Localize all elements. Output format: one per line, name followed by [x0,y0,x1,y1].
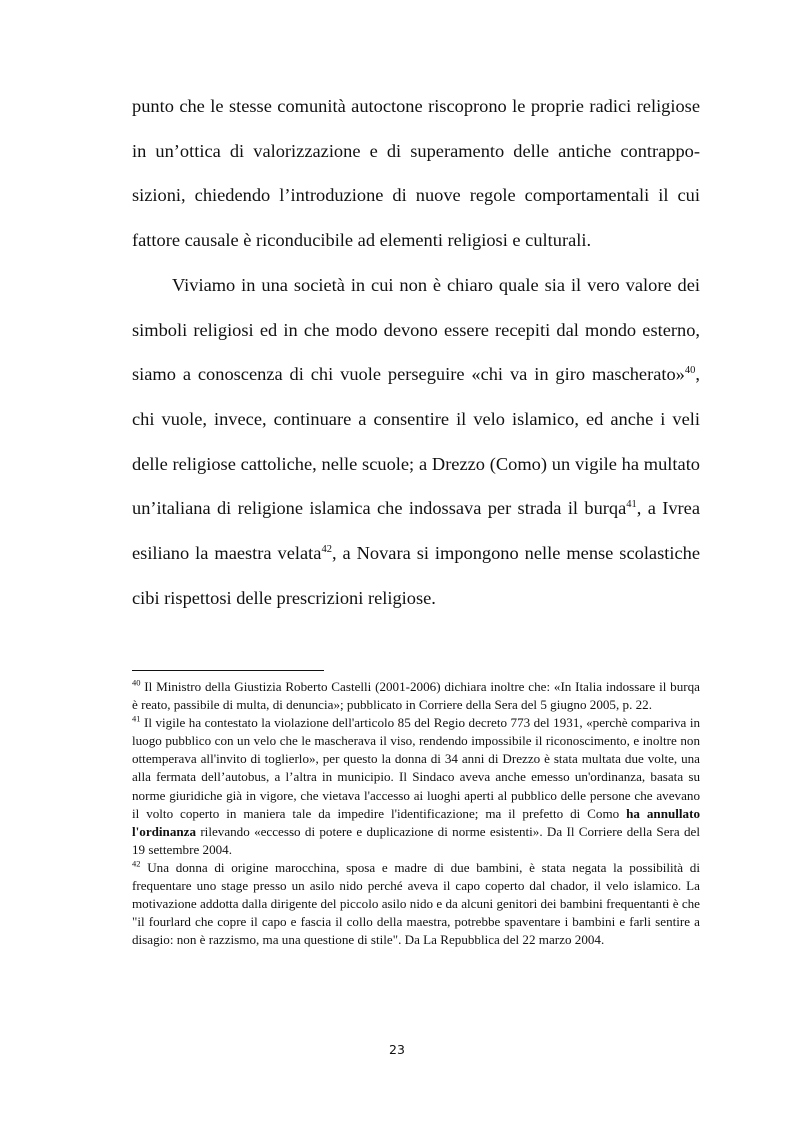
footnote-42 [132,859,700,949]
main-text [132,84,700,620]
paragraph-2 [132,263,700,621]
footnote-text: Il vigile ha contestato la violazione dell'articolo 85 del Regio decreto 773 del 1931, «perchè compariva in luogo pubblico con un velo che le mascherava il viso, rendendo impossibile il riconoscimento, e inoltre non ottemperava all'invito di toglierlo», per questo la donna di 34 anni di Drezzo è stata multata due volte, una alla fermata dell’autobus, a l’altra in municipio. Il Sindaco aveva anche emesso un'ordinanza, basata su norme giuridiche già in vigore, che vietava l'accesso ai luoghi aperti al pubblico delle persone che avevano il volto coperto in maniera tale da impedire l'identificazione; ma il prefetto di Como [132,715,700,821]
paragraph-2-text-c: , a Ivrea esiliano la maestra velata [132,498,700,564]
footnote-ref-41[interactable]: 41 [626,499,637,511]
footnotes [132,678,700,949]
footnote-text: rilevando «eccesso di potere e duplicazione di norme esistenti». Da Il Corriere della Sera del 19 settembre 2004. [132,823,700,857]
paragraph-1-text: punto che le stesse comunità autoctone riscoprono le proprie radici religiose in un’ottica di valorizzazione e di superamento delle antiche contrapposizioni, chiedendo l’introduzione di nuove regole comportamentali il cui fattore causale è riconducibile ad elementi religiosi e culturali. [132,96,700,251]
footnote-bold-text: ha annullato l'ordinanza [132,805,700,839]
footnote-41 [132,714,700,859]
footnote-40 [132,678,700,714]
paragraph-2-text-d: , a Novara si impongono nelle mense scolastiche cibi rispettosi delle prescrizioni religiose. [132,543,700,608]
footnote-ref-42[interactable]: 42 [321,543,332,555]
footnote-separator [132,670,324,671]
paragraph-1 [132,84,700,263]
footnote-ref-40[interactable]: 40 [684,365,696,377]
footnote-text: Una donna di origine marocchina, sposa e madre di due bambini, è stata negata la possibilità di frequentare uno stage presso un asilo nido perché aveva il capo coperto dal chador, il velo islamico. La motivazione addotta dalla dirigente del piccolo asilo nido e da alcuni genitori dei bambini frequentanti è che "il fourlard che copre il capo e fascia il collo della maestra, potrebbe spaventare i bambini e farli sentire a disagio: non è razzismo, ma una questione di stile". Da La Repubblica del 22 marzo 2004. [132,859,700,948]
footnote-number: 41 [132,713,141,724]
paragraph-2-text-b: , chi vuole, invece, continuare a consentire il velo islamico, ed anche i veli delle religiose cattoliche, nelle scuole; a Drezzo (Como) un vigile ha multato un’italiana di religione islamica che indossava per strada il burqa [132,364,700,519]
footnote-text: Il Ministro della Giustizia Roberto Castelli (2001-2006) dichiara inoltre che: «In Italia indossare il burqa è reato, passibile di multa, di denuncia»; pubblicato in Corriere della Sera del 5 giugno 2005, p. 22. [132,679,700,713]
paragraph-2-text-a: Viviamo in una società in cui non è chiaro quale sia il vero valore dei simboli religiosi ed in che modo devono essere recepiti dal mondo esterno, siamo a conoscenza di chi vuole perseguire «chi va in giro mascherato» [132,274,700,385]
footnote-number: 42 [132,858,141,869]
footnote-number: 40 [132,677,141,688]
page-number: 23 [389,1042,405,1057]
